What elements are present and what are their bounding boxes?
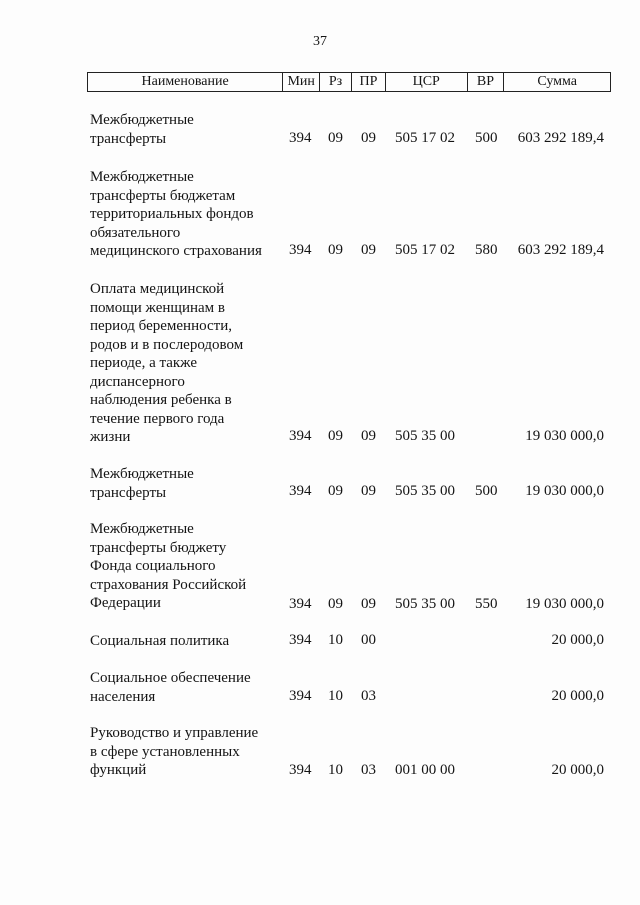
row-sum: 19 030 000,0 — [525, 483, 604, 499]
row-pr: 09 — [361, 130, 376, 146]
row-pr: 09 — [361, 242, 376, 258]
row-sum: 603 292 189,4 — [517, 242, 604, 258]
row-vr: 580 — [475, 242, 498, 258]
row-rz: 09 — [328, 483, 343, 499]
row-csr: 505 35 00 — [395, 596, 455, 612]
header-vr: ВР — [468, 73, 505, 91]
row-csr: 001 00 00 — [395, 762, 455, 778]
row-name: Оплата медицинской помощи женщинам в период беременности, родов и в послеродовом периоде, а также диспансерного наблюдения ребенка в течение первого года жизни — [90, 281, 244, 445]
row-sum: 20 000,0 — [551, 762, 604, 778]
row-vr: 550 — [475, 596, 498, 612]
row-name: Социальная политика — [90, 633, 230, 649]
row-csr: 505 35 00 — [395, 483, 455, 499]
header-min: Мин — [283, 73, 320, 91]
row-csr: 505 35 00 — [395, 428, 455, 444]
row-name: Межбюджетные трансферты — [90, 112, 194, 147]
row-min: 394 — [289, 688, 312, 704]
row-rz: 10 — [328, 762, 343, 778]
row-min: 394 — [289, 632, 312, 648]
row-name: Межбюджетные трансферты — [90, 466, 194, 501]
row-rz: 09 — [328, 242, 343, 258]
row-rz: 10 — [328, 632, 343, 648]
row-pr: 09 — [361, 596, 376, 612]
row-rz: 09 — [328, 428, 343, 444]
row-sum: 19 030 000,0 — [525, 428, 604, 444]
row-name: Межбюджетные трансферты бюджету Фонда социального страхования Российской Федерации — [90, 521, 247, 611]
row-pr: 00 — [361, 632, 376, 648]
row-min: 394 — [289, 130, 312, 146]
row-min: 394 — [289, 483, 312, 499]
row-vr: 500 — [475, 130, 498, 146]
header-rz: Рз — [320, 73, 352, 91]
row-min: 394 — [289, 762, 312, 778]
row-csr: 505 17 02 — [395, 130, 455, 146]
row-sum: 603 292 189,4 — [517, 130, 604, 146]
row-name: Социальное обеспечение населения — [90, 670, 251, 705]
row-csr: 505 17 02 — [395, 242, 455, 258]
row-sum: 20 000,0 — [551, 688, 604, 704]
row-pr: 09 — [361, 428, 376, 444]
row-name: Руководство и управление в сфере установленных функций — [90, 725, 259, 778]
page-number: 37 — [313, 34, 327, 49]
header-csr: ЦСР — [386, 73, 468, 91]
row-sum: 19 030 000,0 — [525, 596, 604, 612]
header-sum: Сумма — [537, 74, 578, 89]
row-rz: 09 — [328, 130, 343, 146]
row-pr: 03 — [361, 762, 376, 778]
header-pr: ПР — [352, 73, 386, 91]
row-pr: 03 — [361, 688, 376, 704]
row-min: 394 — [289, 242, 312, 258]
row-min: 394 — [289, 428, 312, 444]
row-vr: 500 — [475, 483, 498, 499]
row-rz: 10 — [328, 688, 343, 704]
header-name: Наименование — [88, 73, 283, 91]
row-pr: 09 — [361, 483, 376, 499]
row-rz: 09 — [328, 596, 343, 612]
row-min: 394 — [289, 596, 312, 612]
row-name: Межбюджетные трансферты бюджетам территориальных фондов обязательного медицинского страхования — [90, 169, 262, 259]
table-header — [87, 72, 611, 92]
row-sum: 20 000,0 — [551, 632, 604, 648]
